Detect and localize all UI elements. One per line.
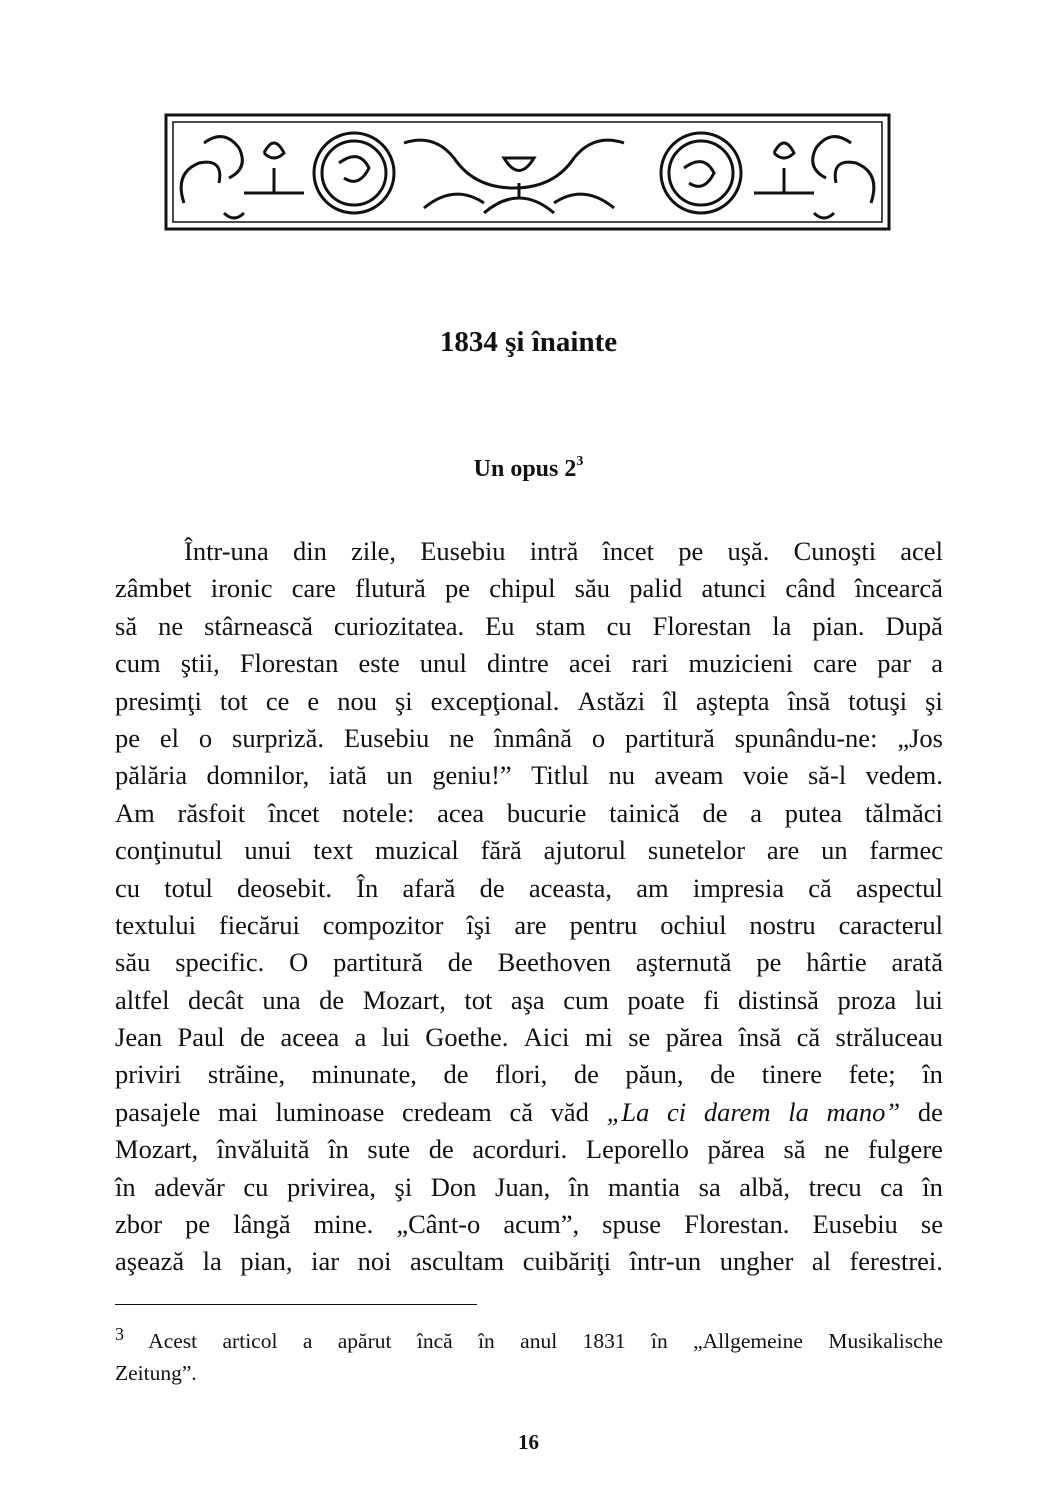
footnote-reference[interactable]: 3	[576, 454, 584, 469]
body-line: Jean Paul de aceea a lui Goethe. Aici mi se părea însă că străluceau	[115, 1022, 943, 1053]
body-line: zâmbet ironic care flutură pe chipul său palid atunci când încearcă	[115, 573, 943, 604]
body-line: Am răsfoit încet notele: acea bucurie tainică de a putea tălmăci	[115, 797, 943, 828]
body-line: să ne stârnească curiozitatea. Eu stam cu Florestan la pian. După	[115, 610, 943, 641]
body-text	[115, 533, 943, 1281]
body-line: Mozart, învăluită în sute de acorduri. Leporello părea să ne fulgere	[115, 1134, 943, 1165]
footnote-text: Acest articol a apărut încă în anul 1831 în „Allgemeine Musikalische	[148, 1329, 943, 1354]
body-line: în adevăr cu privirea, şi Don Juan, în mantia sa albă, trecu ca în	[115, 1171, 943, 1202]
body-line: textului fiecărui compozitor îşi are pentru ochiul nostru caracterul	[115, 909, 943, 940]
section-title	[0, 456, 1057, 483]
chapter-title: 1834 şi înainte	[439, 326, 618, 358]
body-line: aşează la pian, iar noi ascultam cuibăriţi într-un ungher al ferestrei.	[115, 1246, 943, 1277]
section-title-text: Un opus 2	[473, 456, 577, 482]
footnote-line-2: Zeitung”.	[115, 1361, 197, 1386]
body-line: altfel decât una de Mozart, tot aşa cum poate fi distinsă proza lui	[115, 984, 943, 1015]
body-line: priviri străine, minunate, de flori, de păun, de tinere fete; în	[115, 1059, 943, 1090]
footnote	[115, 1318, 943, 1389]
body-line: pe el o surpriză. Eusebiu ne înmână o partitură spunându-ne: „Jos	[115, 722, 943, 753]
body-line: cu totul deosebit. În afară de aceasta, am impresia că aspectul	[115, 872, 943, 903]
footnote-number: 3	[115, 1324, 124, 1344]
body-line: pasajele mai luminoase credeam că văd „La ci darem la mano” de	[115, 1096, 943, 1127]
body-line: cum ştii, Florestan este unul dintre acei rari muzicieni care par a	[115, 648, 943, 679]
decorative-ornament-banner	[164, 113, 891, 231]
footnote-line-1	[115, 1318, 943, 1357]
body-line: Într-una din zile, Eusebiu intră încet pe uşă. Cunoşti acel	[184, 536, 943, 566]
body-line: pălăria domnilor, iată un geniu!” Titlul nu aveam voie să-l vedem.	[115, 760, 943, 791]
body-line: său specific. O partitură de Beethoven aşternută pe hârtie arată	[115, 947, 943, 978]
body-line: zbor pe lângă mine. „Cânt-o acum”, spuse Florestan. Eusebiu se	[115, 1209, 943, 1240]
body-line: presimţi tot ce e nou şi excepţional. Astăzi îl aştepta însă totuşi şi	[115, 685, 943, 716]
footnote-divider	[115, 1304, 477, 1305]
page-number: 16	[518, 1430, 539, 1454]
body-line: conţinutul unui text muzical fără ajutorul sunetelor are un farmec	[115, 835, 943, 866]
